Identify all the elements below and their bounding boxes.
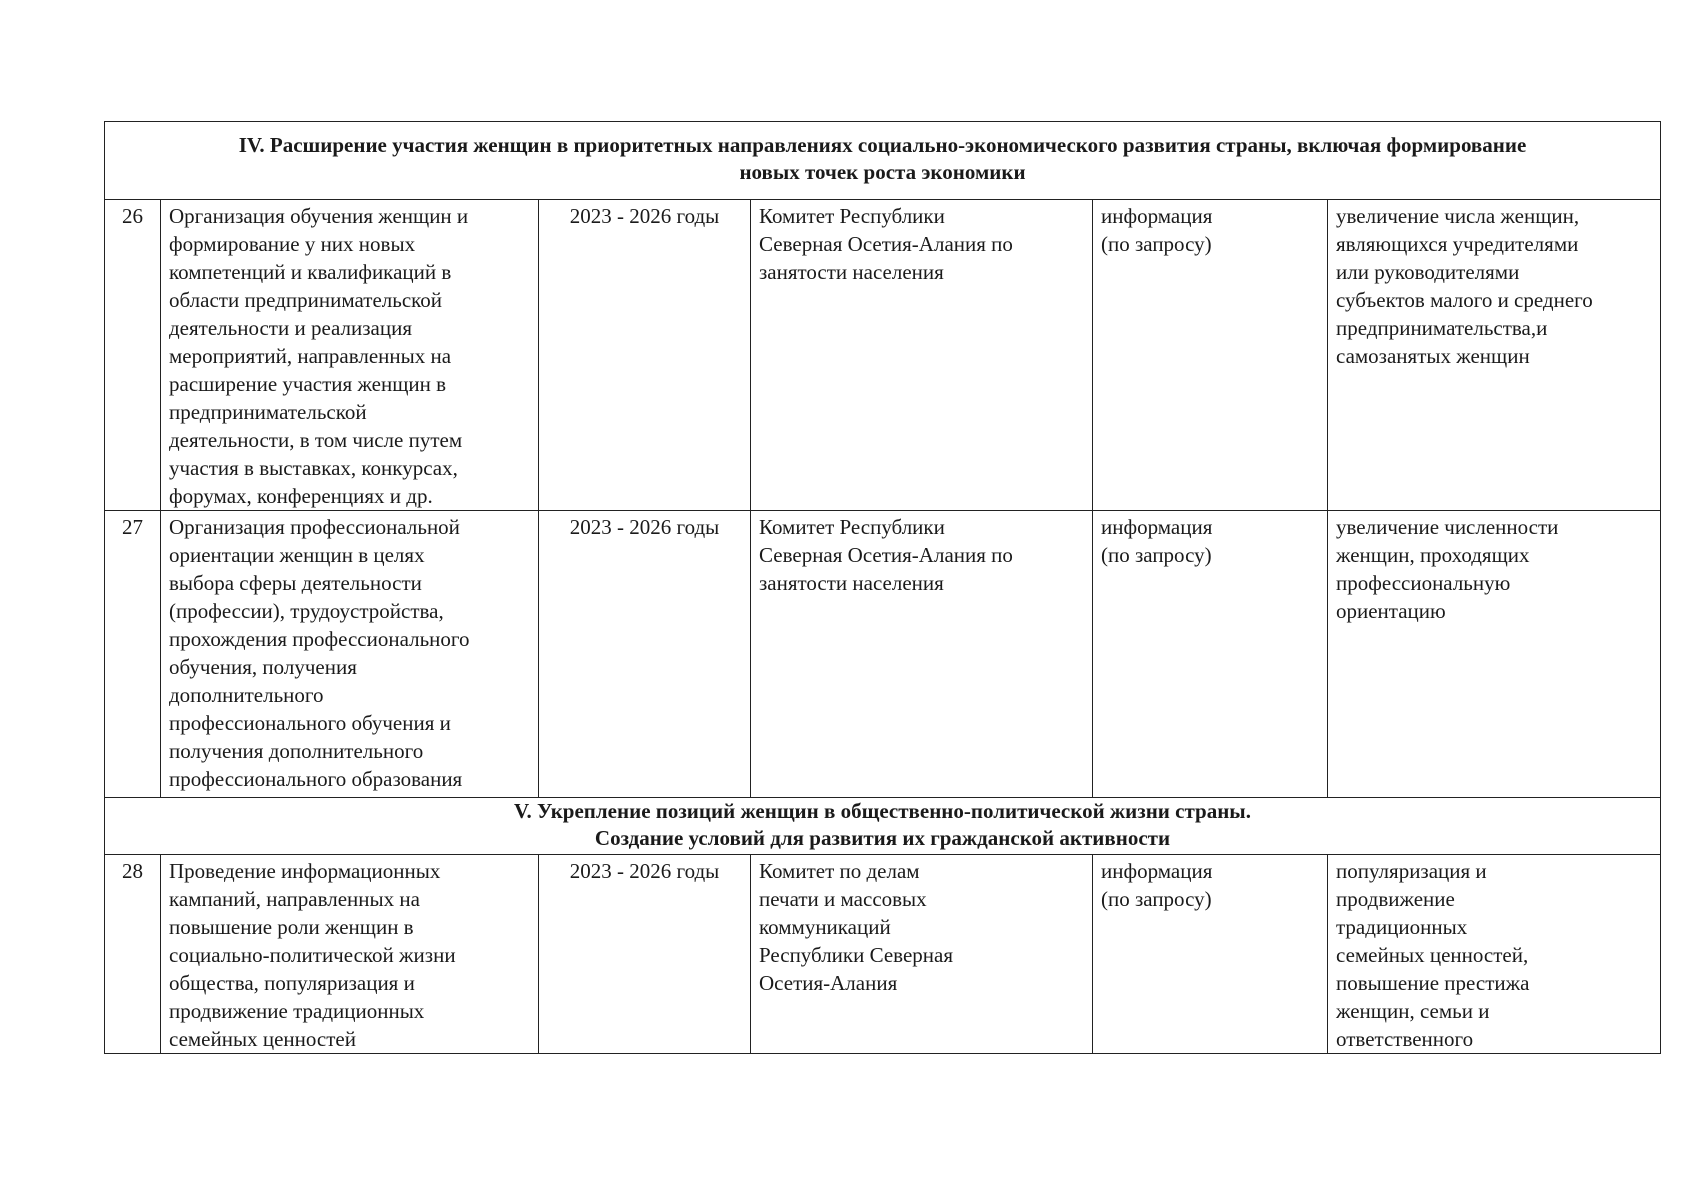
report-cell bbox=[1093, 200, 1328, 511]
document-page bbox=[104, 121, 1660, 1054]
section-header-v bbox=[105, 798, 1661, 855]
report-text: информация (по запросу) bbox=[1101, 859, 1213, 911]
executor-text: Комитет Республики Северная Осетия-Алания по занятости населения bbox=[759, 204, 1013, 284]
result-cell bbox=[1328, 511, 1661, 798]
result-cell bbox=[1328, 855, 1661, 1054]
result-text: популяризация и продвижение традиционных семейных ценностей, повышение престижа женщин, семьи и ответственного bbox=[1336, 859, 1530, 1051]
section-header-iv bbox=[105, 122, 1661, 200]
report-text: информация (по запросу) bbox=[1101, 204, 1213, 256]
result-text: увеличение числа женщин, являющихся учредителями или руководителями субъектов малого и среднего предпринимательства,и самозанятых женщин bbox=[1336, 204, 1593, 368]
activity-cell bbox=[161, 200, 539, 511]
section-title-line: IV. Расширение участия женщин в приоритетных направлениях социально-экономического развития страны, включая формирование bbox=[238, 133, 1527, 157]
table-row bbox=[105, 200, 1661, 511]
row-number: 28 bbox=[105, 855, 161, 1054]
executor-cell bbox=[751, 200, 1093, 511]
result-cell bbox=[1328, 200, 1661, 511]
period-cell: 2023 - 2026 годы bbox=[539, 855, 751, 1054]
period-cell: 2023 - 2026 годы bbox=[539, 511, 751, 798]
activity-text: Организация обучения женщин и формирование у них новых компетенций и квалификаций в области предпринимательской деятельности и реализация мероприятий, направленных на расширение участия женщин в предпринимательской деятельности, в том числе путем участия в выставках, конкурсах, форумах, конференциях и др. bbox=[169, 204, 469, 508]
report-cell bbox=[1093, 511, 1328, 798]
section-title-line: новых точек роста экономики bbox=[739, 160, 1026, 184]
table-row bbox=[105, 511, 1661, 798]
executor-cell bbox=[751, 855, 1093, 1054]
table-row bbox=[105, 855, 1661, 1054]
executor-cell bbox=[751, 511, 1093, 798]
section-title-line: V. Укрепление позиций женщин в общественно-политической жизни страны. bbox=[514, 799, 1251, 823]
section-title-line: Создание условий для развития их гражданской активности bbox=[594, 826, 1171, 850]
row-number: 26 bbox=[105, 200, 161, 511]
action-plan-table bbox=[104, 121, 1661, 1054]
report-cell bbox=[1093, 855, 1328, 1054]
activity-cell bbox=[161, 855, 539, 1054]
executor-text: Комитет Республики Северная Осетия-Алания по занятости населения bbox=[759, 515, 1013, 595]
report-text: информация (по запросу) bbox=[1101, 515, 1213, 567]
activity-text: Проведение информационных кампаний, направленных на повышение роли женщин в социально-политической жизни общества, популяризация и продвижение традиционных семейных ценностей bbox=[169, 859, 456, 1051]
executor-text: Комитет по делам печати и массовых коммуникаций Республики Северная Осетия-Алания bbox=[759, 859, 954, 995]
result-text: увеличение численности женщин, проходящих профессиональную ориентацию bbox=[1336, 515, 1559, 623]
activity-text: Организация профессиональной ориентации женщин в целях выбора сферы деятельности (профессии), трудоустройства, прохождения профессионального обучения, получения дополнительного профессионального обучения и получения дополнительного профессионального образования bbox=[169, 515, 470, 791]
row-number: 27 bbox=[105, 511, 161, 798]
activity-cell bbox=[161, 511, 539, 798]
period-cell: 2023 - 2026 годы bbox=[539, 200, 751, 511]
